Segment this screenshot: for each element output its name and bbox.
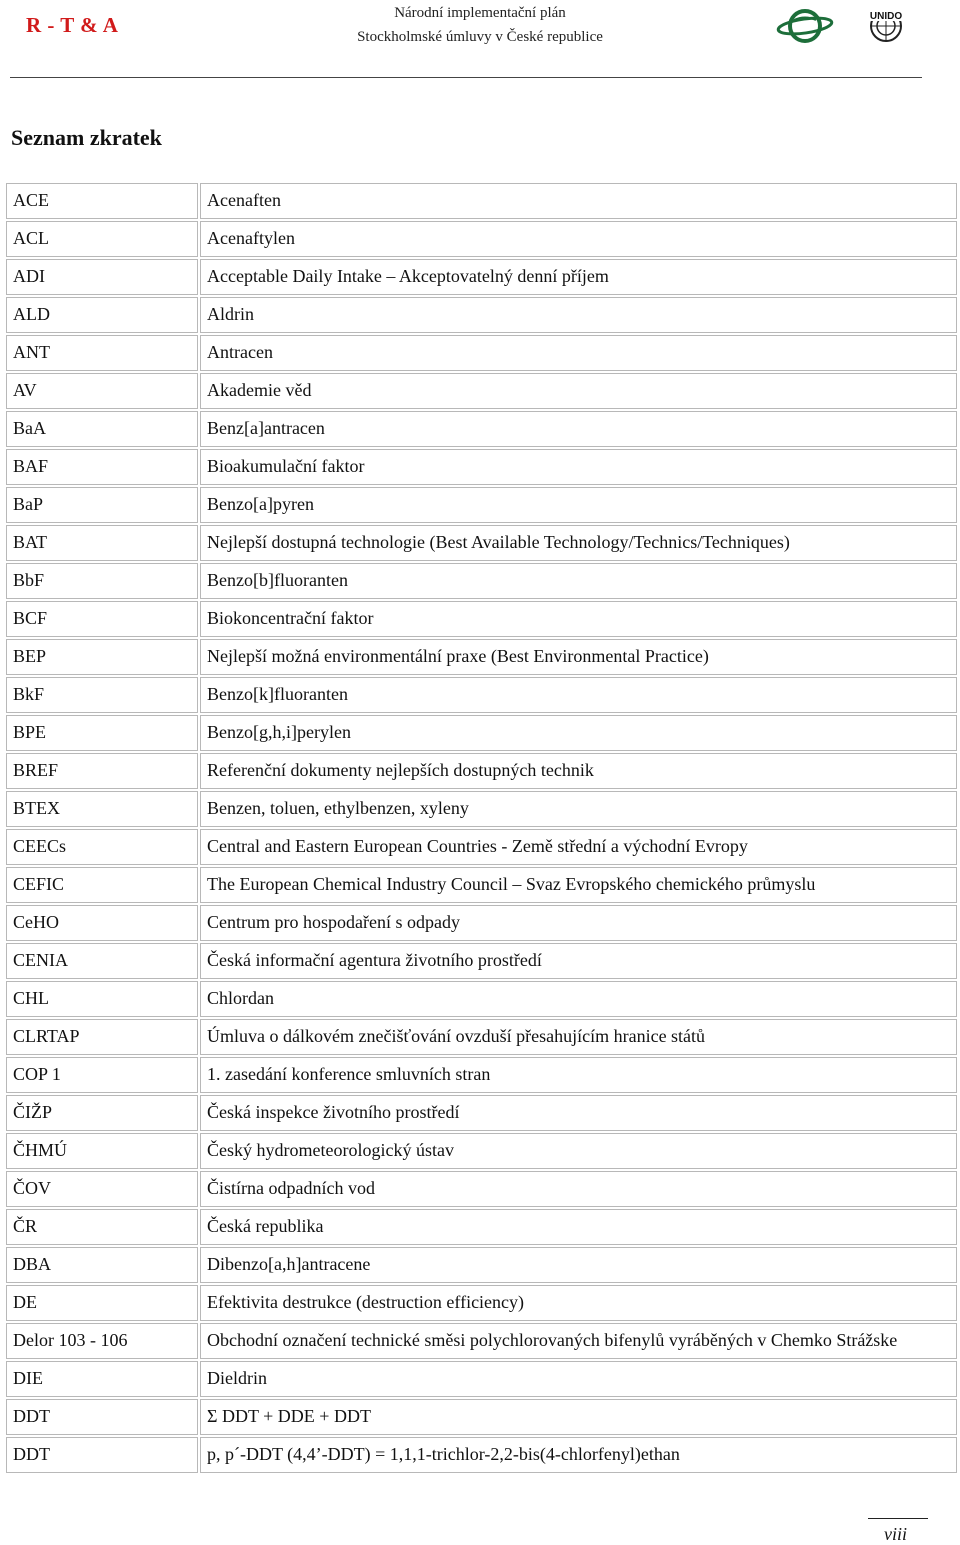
table-row — [6, 373, 957, 409]
abbreviation-code: CHL — [6, 981, 198, 1017]
abbreviation-description: Efektivita destrukce (destruction efficiency) — [200, 1285, 957, 1321]
abbreviation-code: ALD — [6, 297, 198, 333]
table-row — [6, 259, 957, 295]
abbreviation-code: ACE — [6, 183, 198, 219]
abbreviation-description: Acenaftylen — [200, 221, 957, 257]
table-row — [6, 1019, 957, 1055]
abbreviation-description: p, p´-DDT (4,4’-DDT) = 1,1,1-trichlor-2,2-bis(4-chlorfenyl)ethan — [200, 1437, 957, 1473]
abbreviation-code: AV — [6, 373, 198, 409]
abbreviation-code: BTEX — [6, 791, 198, 827]
table-row — [6, 1095, 957, 1131]
abbreviation-code: BAT — [6, 525, 198, 561]
page-number: viii — [884, 1524, 907, 1544]
table-row — [6, 1437, 957, 1473]
table-row — [6, 183, 957, 219]
table-row — [6, 411, 957, 447]
table-row — [6, 1209, 957, 1245]
table-row — [6, 639, 957, 675]
abbreviation-table-body — [6, 183, 957, 1473]
footer-divider — [868, 1518, 928, 1519]
abbreviation-code: DDT — [6, 1437, 198, 1473]
abbreviation-code: Delor 103 - 106 — [6, 1323, 198, 1359]
abbreviation-description: Chlordan — [200, 981, 957, 1017]
table-row — [6, 867, 957, 903]
table-row — [6, 1361, 957, 1397]
table-row — [6, 905, 957, 941]
header-titles — [330, 1, 630, 49]
abbreviation-code: ADI — [6, 259, 198, 295]
abbreviation-code: DIE — [6, 1361, 198, 1397]
abbreviation-description: Nejlepší dostupná technologie (Best Available Technology/Technics/Techniques) — [200, 525, 957, 561]
abbreviation-description: Úmluva o dálkovém znečišťování ovzduší přesahujícím hranice států — [200, 1019, 957, 1055]
abbreviation-description: Aldrin — [200, 297, 957, 333]
table-row — [6, 791, 957, 827]
abbreviation-code: ANT — [6, 335, 198, 371]
abbreviation-description: Česká inspekce životního prostředí — [200, 1095, 957, 1131]
abbreviation-description: Nejlepší možná environmentální praxe (Best Environmental Practice) — [200, 639, 957, 675]
abbreviation-description: Benzo[k]fluoranten — [200, 677, 957, 713]
abbreviation-code: BREF — [6, 753, 198, 789]
abbreviation-description: Česká republika — [200, 1209, 957, 1245]
abbreviation-code: BkF — [6, 677, 198, 713]
abbreviation-description: Dibenzo[a,h]antracene — [200, 1247, 957, 1283]
abbreviation-description: Centrum pro hospodaření s odpady — [200, 905, 957, 941]
table-row — [6, 677, 957, 713]
abbreviation-table — [4, 181, 959, 1475]
abbreviation-description: Dieldrin — [200, 1361, 957, 1397]
abbreviation-code: ČHMÚ — [6, 1133, 198, 1169]
abbreviation-code: COP 1 — [6, 1057, 198, 1093]
header-title-line2: Stockholmské úmluvy v České republice — [357, 29, 603, 45]
table-row — [6, 1133, 957, 1169]
abbreviation-code: BaP — [6, 487, 198, 523]
abbreviation-code: CLRTAP — [6, 1019, 198, 1055]
table-row — [6, 1323, 957, 1359]
table-row — [6, 943, 957, 979]
brand-logo-text: R - T & A — [26, 13, 119, 37]
table-row — [6, 221, 957, 257]
table-row — [6, 829, 957, 865]
abbreviation-code: CEECs — [6, 829, 198, 865]
table-row — [6, 297, 957, 333]
table-row — [6, 563, 957, 599]
abbreviation-code: BCF — [6, 601, 198, 637]
table-row — [6, 487, 957, 523]
abbreviation-code: ČIŽP — [6, 1095, 198, 1131]
table-row — [6, 715, 957, 751]
table-row — [6, 753, 957, 789]
abbreviation-code: CENIA — [6, 943, 198, 979]
abbreviation-description: Biokoncentrační faktor — [200, 601, 957, 637]
abbreviation-description: Obchodní označení technické směsi polychlorovaných bifenylů vyráběných v Chemko Strážske — [200, 1323, 957, 1359]
abbreviation-code: DBA — [6, 1247, 198, 1283]
header-divider — [10, 77, 922, 78]
abbreviation-description: Benzo[g,h,i]perylen — [200, 715, 957, 751]
abbreviation-description: Σ DDT + DDE + DDT — [200, 1399, 957, 1435]
abbreviation-description: Čistírna odpadních vod — [200, 1171, 957, 1207]
abbreviation-code: DE — [6, 1285, 198, 1321]
abbreviation-description: Česká informační agentura životního prostředí — [200, 943, 957, 979]
abbreviation-description: The European Chemical Industry Council – Svaz Evropského chemického průmyslu — [200, 867, 957, 903]
globe-orbit-icon — [776, 6, 834, 46]
table-row — [6, 1285, 957, 1321]
abbreviation-code: BPE — [6, 715, 198, 751]
table-row — [6, 1247, 957, 1283]
header-title-line1: Národní implementační plán — [394, 5, 566, 21]
table-row — [6, 1399, 957, 1435]
page-title: Seznam zkratek — [11, 125, 162, 150]
page-header — [0, 0, 960, 78]
abbreviation-code: CEFIC — [6, 867, 198, 903]
table-row — [6, 981, 957, 1017]
abbreviation-code: BAF — [6, 449, 198, 485]
abbreviation-code: ČOV — [6, 1171, 198, 1207]
abbreviation-description: Antracen — [200, 335, 957, 371]
abbreviation-code: ČR — [6, 1209, 198, 1245]
abbreviation-description: 1. zasedání konference smluvních stran — [200, 1057, 957, 1093]
unido-logo-text: UNIDO — [869, 11, 903, 22]
table-row — [6, 601, 957, 637]
table-row — [6, 1171, 957, 1207]
abbreviation-description: Benzo[a]pyren — [200, 487, 957, 523]
abbreviation-description: Český hydrometeorologický ústav — [200, 1133, 957, 1169]
table-row — [6, 449, 957, 485]
abbreviation-description: Central and Eastern European Countries - Země střední a východní Evropy — [200, 829, 957, 865]
abbreviation-description: Bioakumulační faktor — [200, 449, 957, 485]
abbreviation-code: CeHO — [6, 905, 198, 941]
abbreviation-description: Benzo[b]fluoranten — [200, 563, 957, 599]
table-row — [6, 335, 957, 371]
table-row — [6, 525, 957, 561]
abbreviation-code: BaA — [6, 411, 198, 447]
unido-emblem-icon — [864, 4, 908, 44]
table-row — [6, 1057, 957, 1093]
abbreviation-code: DDT — [6, 1399, 198, 1435]
abbreviation-description: Akademie věd — [200, 373, 957, 409]
abbreviation-description: Benzen, toluen, ethylbenzen, xyleny — [200, 791, 957, 827]
abbreviation-description: Acenaften — [200, 183, 957, 219]
abbreviation-code: BEP — [6, 639, 198, 675]
abbreviation-description: Acceptable Daily Intake – Akceptovatelný denní příjem — [200, 259, 957, 295]
abbreviation-code: ACL — [6, 221, 198, 257]
abbreviation-description: Benz[a]antracen — [200, 411, 957, 447]
abbreviation-description: Referenční dokumenty nejlepších dostupných technik — [200, 753, 957, 789]
abbreviation-code: BbF — [6, 563, 198, 599]
